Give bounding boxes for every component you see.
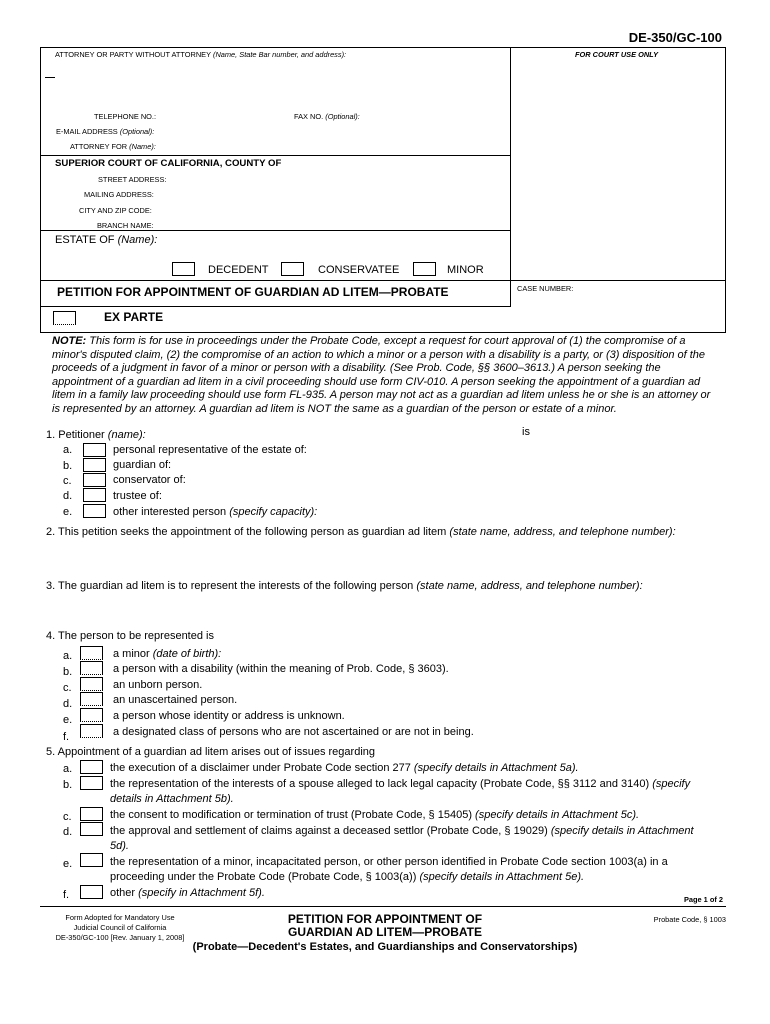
adopted-block [40,913,200,943]
minor-checkbox[interactable] [413,262,436,276]
decedent-label: DECEDENT [208,264,269,276]
item5f-checkbox[interactable] [80,885,103,899]
item4e-text: a person whose identity or address is unknown. [113,710,345,722]
item4b-text: a person with a disability (within the meaning of Prob. Code, § 3603). [113,663,449,675]
item4f-checkbox[interactable] [80,724,103,738]
item5f-text: other (specify in Attachment 5f). [110,887,265,899]
attorney-block-bottom [40,155,510,156]
item1-is: is [522,426,530,438]
court-use-label: FOR COURT USE ONLY [575,50,659,59]
item1b-checkbox[interactable] [83,458,106,472]
item5d-letter: d. [63,826,73,838]
title-row-bottom [40,306,510,307]
petition-title: PETITION FOR APPOINTMENT OF GUARDIAN AD LITEM—PROBATE [57,285,449,299]
item5e-text: the representation of a minor, incapacitated person, or other person identified in Probate Code section 1003(a) in a proceeding under the Probate Code (Probate Code, § 1003(a)) (specify details in Attachment 5e). [110,856,668,883]
item1b-text: guardian of: [113,459,172,471]
footer-rule [40,906,726,907]
item3-text: 3. The guardian ad litem is to represent the interests of the following person (state name, address, and telephone number): [46,580,643,592]
item1c-letter: c. [63,475,72,487]
item5b-letter: b. [63,779,73,791]
attorney-tick [45,77,55,78]
item5f-letter: f. [63,889,70,901]
item4e-letter: e. [63,714,73,726]
branch-label: BRANCH NAME: [97,221,154,230]
caption-left-border [40,47,41,333]
item4d-checkbox[interactable] [80,692,103,706]
item1d-checkbox[interactable] [83,488,106,502]
item5a-checkbox[interactable] [80,760,103,774]
item5d-checkbox[interactable] [80,822,103,836]
item4d-letter: d. [63,698,73,710]
caption-bottom-border [40,332,726,333]
adopted-line2: Judicial Council of California [73,923,167,932]
item4a-letter: a. [63,650,73,662]
item5b-text: the representation of the interests of a spouse alleged to lack legal capacity (Probate Code, §§ 3112 and 3140) (specify details in Attachment 5b). [110,778,691,805]
page-number: Page 1 of 2 [683,895,723,904]
item4-text: 4. The person to be represented is [46,630,214,642]
item4f-letter: f. [63,731,70,743]
item1d-text: trustee of: [113,490,162,502]
item5a-letter: a. [63,763,73,775]
item1b-letter: b. [63,460,73,472]
court-title: SUPERIOR COURT OF CALIFORNIA, COUNTY OF [55,158,282,169]
item1-label: 1. Petitioner (name): [46,429,146,441]
item4b-letter: b. [63,666,73,678]
item4d-text: an unascertained person. [113,694,238,706]
note-paragraph: NOTE: This form is for use in proceedings under the Probate Code, except a request for court approval of (1) the compromise of a minor's disputed claim, (2) the compromise of an action to which a minor or a person with a disability is a party, or (3) disposition of the proceeds of a judgment in favor of a minor or person with a disability. (See Prob. Code, §§ 3600–3613.) A person seeking the appointment of a guardian ad litem in a civil proceeding should use form CIV-010. A person seeking the appointment of a guardian ad litem in a family law proceeding should use form FL-935. A person may not act as a guardian ad litem unless he or she is an attorney or is represented by an attorney. A guardian ad litem is NOT the same as a guardian of the person or estate of a minor. [52,335,711,415]
ex-parte-label: EX PARTE [104,310,164,324]
footer-title [200,913,570,939]
caption-right-border [725,47,726,333]
probate-code-cite: Probate Code, § 1003 [653,915,726,924]
conservatee-checkbox[interactable] [281,262,304,276]
item5b-checkbox[interactable] [80,776,103,790]
footer-subtitle: (Probate—Decedent's Estates, and Guardianships and Conservatorships) [192,941,578,953]
decedent-checkbox[interactable] [172,262,195,276]
case-number-label: CASE NUMBER: [517,284,574,293]
ex-parte-checkbox[interactable] [53,311,76,325]
mailing-label: MAILING ADDRESS: [84,190,154,199]
item2-text: 2. This petition seeks the appointment of the following person as guardian ad litem (state name, address, and telephone number): [46,526,676,538]
item4f-text: a designated class of persons who are not ascertained or are not in being. [113,726,474,738]
attorney-for-label: ATTORNEY FOR (Name): [70,142,156,151]
footer-title-line2: GUARDIAN AD LITEM—PROBATE [288,925,482,939]
item4c-letter: c. [63,682,72,694]
item1e-letter: e. [63,506,73,518]
estate-block-bottom [40,280,726,281]
caption-top-border [40,47,726,48]
court-block-bottom [40,230,510,231]
attorney-label: ATTORNEY OR PARTY WITHOUT ATTORNEY (Name, State Bar number, and address): [55,50,347,59]
item4c-checkbox[interactable] [80,677,103,691]
item4b-checkbox[interactable] [80,661,103,675]
adopted-line1: Form Adopted for Mandatory Use [65,913,175,922]
item5e-letter: e. [63,858,73,870]
item1c-checkbox[interactable] [83,473,106,487]
estate-of-label: ESTATE OF (Name): [55,234,158,246]
fax-label: FAX NO. (Optional): [294,112,360,121]
item4c-text: an unborn person. [113,679,203,691]
item5-text: 5. Appointment of a guardian ad litem arises out of issues regarding [46,746,375,758]
item1e-checkbox[interactable] [83,504,106,518]
email-label: E-MAIL ADDRESS (Optional): [56,127,155,136]
adopted-line3: DE-350/GC-100 [Rev. January 1, 2008] [55,933,185,942]
item5c-text: the consent to modification or termination of trust (Probate Code, § 15405) (specify details in Attachment 5c). [110,809,640,821]
telephone-label: TELEPHONE NO.: [94,112,157,121]
item4a-text: a minor (date of birth): [113,648,222,660]
item5a-text: the execution of a disclaimer under Probate Code section 277 (specify details in Attachment 5a). [110,762,579,774]
item1c-text: conservator of: [113,474,186,486]
city-label: CITY AND ZIP CODE: [79,206,152,215]
item5c-letter: c. [63,811,72,823]
street-label: STREET ADDRESS: [98,175,167,184]
item5d-text: the approval and settlement of claims against a deceased settlor (Probate Code, § 19029) (specify details in Attachment 5d). [110,825,694,852]
minor-label: MINOR [447,264,484,276]
item1a-letter: a. [63,444,73,456]
item1a-checkbox[interactable] [83,443,106,457]
item1e-text: other interested person (specify capacity): [113,506,318,518]
item1a-text: personal representative of the estate of: [113,444,307,456]
item4e-checkbox[interactable] [80,708,103,722]
item1d-letter: d. [63,490,73,502]
court-use-divider [510,47,511,307]
form-id: DE-350/GC-100 [628,30,722,45]
item5e-checkbox[interactable] [80,853,103,867]
item5c-checkbox[interactable] [80,807,103,821]
item4a-checkbox[interactable] [80,646,103,660]
footer-title-line1: PETITION FOR APPOINTMENT OF [287,912,483,926]
conservatee-label: CONSERVATEE [318,264,400,276]
